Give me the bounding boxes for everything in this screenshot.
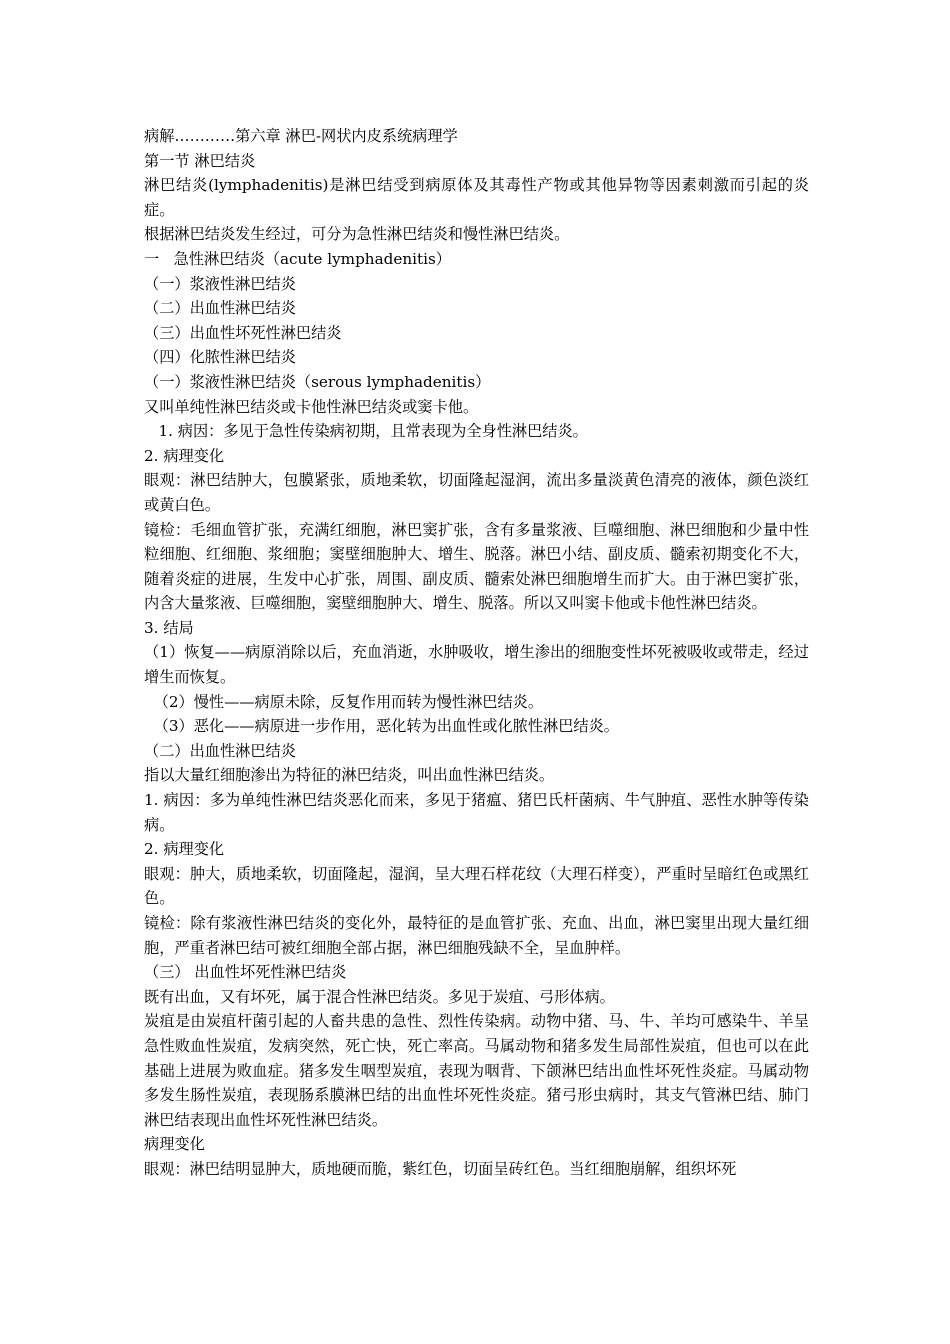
list-item-purulent: （四）化脓性淋巴结炎 — [144, 348, 296, 367]
list-item-necrotic: （三）出血性坏死性淋巴结炎 — [144, 323, 342, 342]
hemorrhagic-pathology-heading: 2. 病理变化 — [144, 840, 225, 859]
subheading-necrotic: （三） 出血性坏死性淋巴结炎 — [144, 963, 347, 982]
document-page — [144, 124, 809, 1182]
definition-paragraph: 淋巴结炎(lymphadenitis)是淋巴结受到病原体及其毒性产物或其他异物等因素刺激而引起的炎症。 — [144, 176, 809, 219]
outcome-worsening: （3）恶化——病原进一步作用，恶化转为出血性或化脓性淋巴结炎。 — [144, 717, 619, 736]
header-line: 病解…………第六章 淋巴-网状内皮系统病理学 — [144, 127, 458, 145]
section-title: 第一节 淋巴结炎 — [144, 151, 256, 170]
subheading-hemorrhagic: （二）出血性淋巴结炎 — [144, 741, 296, 760]
hemorrhagic-definition: 指以大量红细胞渗出为特征的淋巴结炎，叫出血性淋巴结炎。 — [144, 766, 555, 785]
hemorrhagic-cause: 1. 病因：多为单纯性淋巴结炎恶化而来，多见于猪瘟、猪巴氏杆菌病、牛气肿疽、恶性水肿等传染病。 — [144, 791, 809, 834]
hemorrhagic-gross-paragraph: 眼观：肿大，质地柔软，切面隆起，湿润，呈大理石样花纹（大理石样变），严重时呈暗红色或黑红色。 — [144, 864, 809, 908]
outcome-chronic: （2）慢性——病原未除，反复作用而转为慢性淋巴结炎。 — [144, 692, 544, 711]
serous-alias: 又叫单纯性淋巴结炎或卡他性淋巴结炎或窦卡他。 — [144, 397, 479, 416]
hemorrhagic-micro-paragraph: 镜检：除有浆液性淋巴结炎的变化外，最特征的是血管扩张、充血、出血，淋巴窦里出现大量红细胞，严重者淋巴结可被红细胞全部占据，淋巴细胞残缺不全，呈血肿样。 — [144, 914, 809, 957]
anthrax-paragraph: 炭疽是由炭疽杆菌引起的人畜共患的急性、烈性传染病。动物中猪、马、牛、羊均可感染牛、羊呈急性败血性炭疽，发病突然，死亡快，死亡率高。马属动物和猪多发生局部性炭疽，但也可以在此基础上进展为败血症。猪多发生咽型炭疽，表现为咽背、下颌淋巴结出血性坏死性炎症。马属动物多发生肠性炭疽，表现肠系膜淋巴结的出血性坏死性炎症。猪弓形虫病时，其支气管淋巴结、肺门淋巴结表现出血性坏死性淋巴结炎。 — [144, 1012, 809, 1129]
serous-micro-paragraph: 镜检：毛细血管扩张，充满红细胞，淋巴窦扩张，含有多量浆液、巨噬细胞、淋巴细胞和少量中性粒细胞、红细胞、浆细胞；窦壁细胞肿大、增生、脱落。淋巴小结、副皮质、髓索初期变化不大，随着炎症的进展，生发中心扩张，周围、副皮质、髓索处淋巴细胞增生而扩大。由于淋巴窦扩张，内含大量浆液、巨噬细胞，窦壁细胞肿大、增生、脱落。所以又叫窦卡他或卡他性淋巴结炎。 — [144, 520, 809, 613]
classification-line: 根据淋巴结炎发生经过，可分为急性淋巴结炎和慢性淋巴结炎。 — [144, 225, 570, 244]
necrotic-pathology-heading: 病理变化 — [144, 1135, 205, 1154]
serous-pathology-heading: 2. 病理变化 — [144, 446, 225, 465]
serous-cause: 1. 病因：多见于急性传染病初期，且常表现为全身性淋巴结炎。 — [144, 422, 588, 441]
serous-gross-paragraph: 眼观：淋巴结肿大，包膜紧张，质地柔软，切面隆起湿润，流出多量淡黄色清亮的液体，颜色淡红或黄白色。 — [144, 471, 809, 514]
subheading-serous: （一）浆液性淋巴结炎（serous lymphadenitis） — [144, 372, 491, 391]
outcome-heading: 3. 结局 — [144, 618, 194, 637]
list-item-hemorrhagic: （二）出血性淋巴结炎 — [144, 299, 296, 318]
list-item-serous: （一）浆液性淋巴结炎 — [144, 274, 296, 293]
necrotic-gross-line: 眼观：淋巴结明显肿大，质地硬而脆，紫红色，切面呈砖红色。当红细胞崩解，组织坏死 — [144, 1159, 737, 1178]
heading-acute: 一 急性淋巴结炎（acute lymphadenitis） — [144, 249, 451, 268]
outcome-recovery: （1）恢复——病原消除以后，充血消逝，水肿吸收，增生渗出的细胞变性坏死被吸收或带走，经过增生而恢复。 — [144, 643, 809, 687]
necrotic-definition: 既有出血，又有坏死，属于混合性淋巴结炎。多见于炭疽、弓形体病。 — [144, 987, 615, 1006]
